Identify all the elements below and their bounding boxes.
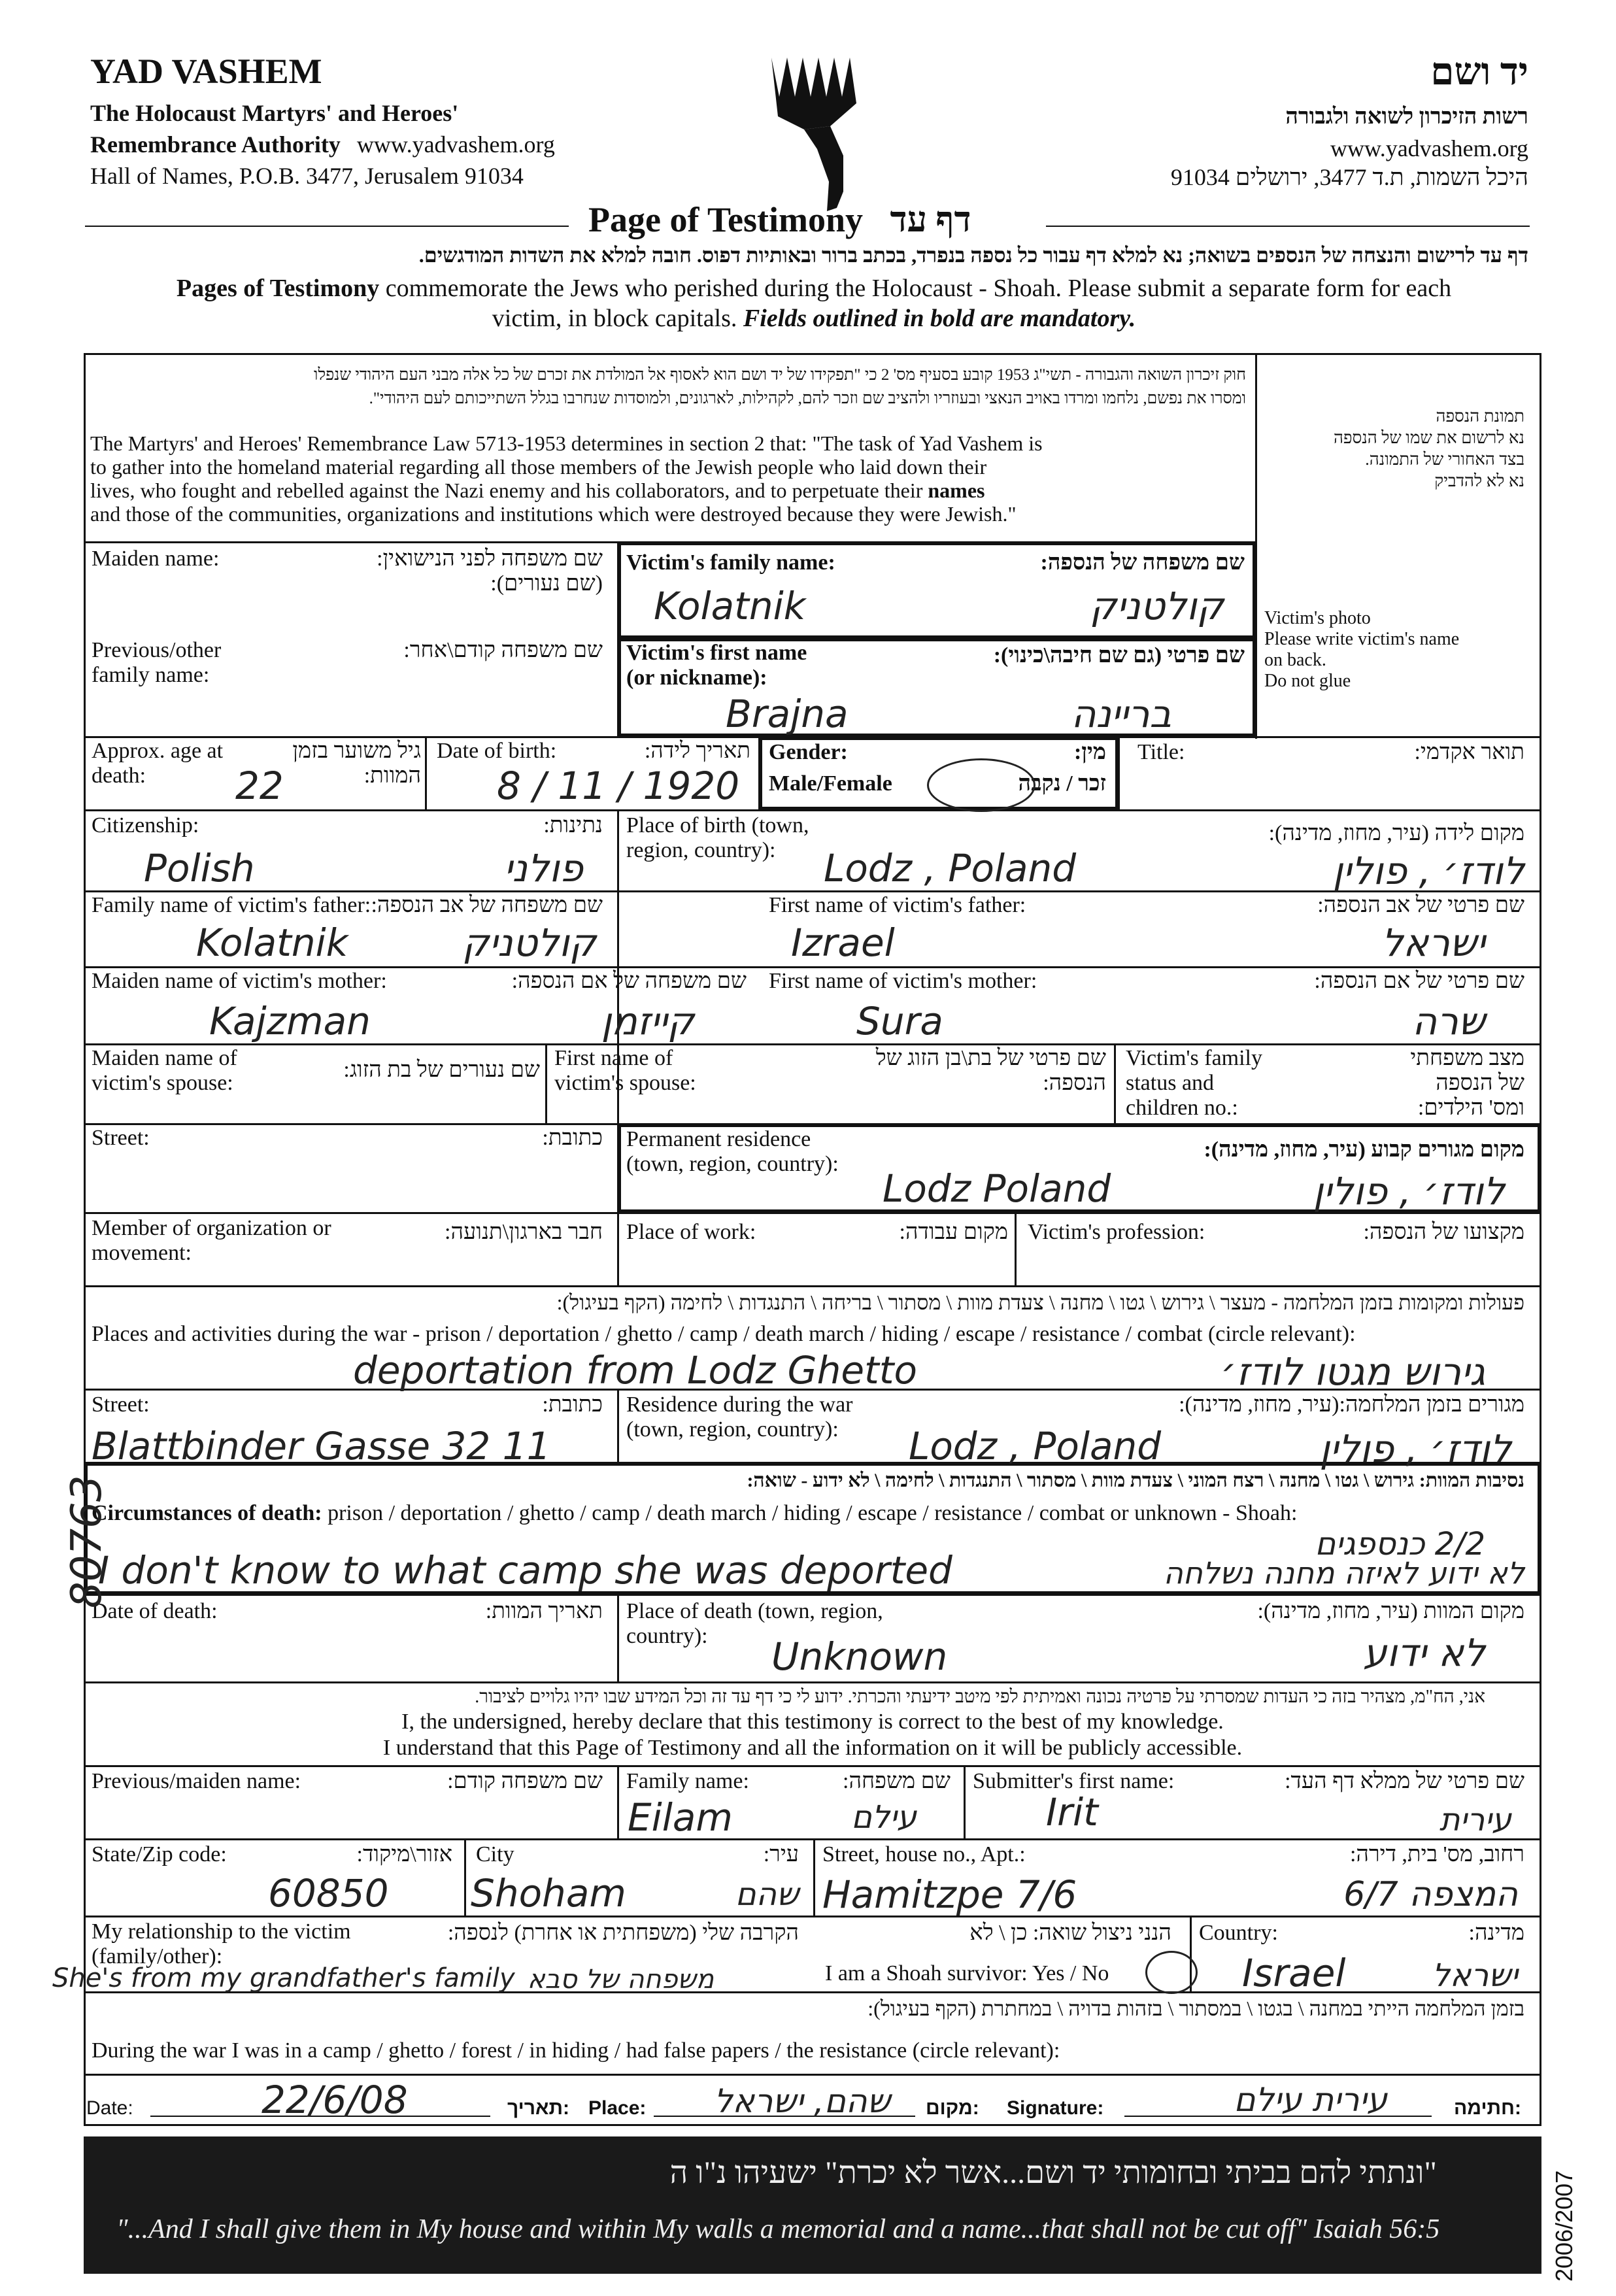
age-value[interactable]: 22 bbox=[235, 764, 284, 808]
relationship-value[interactable]: She's from my grandfather's family bbox=[52, 1963, 515, 1993]
submitter-street-label-he: רחוב, מס' בית, דירה: bbox=[1349, 1842, 1524, 1866]
permanent-residence-value[interactable]: Lodz Poland bbox=[883, 1166, 1111, 1211]
family-status-label-he: מצב משפחתי של הנספה ומס' הילדים: bbox=[1410, 1046, 1524, 1120]
row-rule bbox=[84, 1043, 1541, 1045]
city-label: City bbox=[476, 1842, 514, 1866]
permanent-residence-label-he: מקום מגורים קבוע (עיר, מחוז, מדינה): bbox=[1204, 1138, 1524, 1162]
org-subtitle-en-2: Remembrance Authority www.yadvashem.org bbox=[90, 131, 555, 158]
citizenship-value-he[interactable]: פולני bbox=[503, 846, 583, 890]
org-name-he: יד ושם bbox=[1430, 50, 1528, 93]
title-label: Title: bbox=[1137, 740, 1185, 764]
submitter-family-name-value-he[interactable]: עילם bbox=[851, 1799, 917, 1836]
city-value-he[interactable]: שהם bbox=[735, 1876, 799, 1913]
row-rule bbox=[84, 1681, 1541, 1683]
row-rule bbox=[84, 1285, 1541, 1287]
submitter-first-name-label: Submitter's first name: bbox=[973, 1769, 1175, 1793]
zip-label-he: אזור\מיקוד: bbox=[356, 1842, 452, 1866]
maiden-name-label-he: שם משפחה לפני הנישואין: (שם נעורים): bbox=[377, 547, 603, 596]
mother-maiden-label: Maiden name of victim's mother: bbox=[92, 969, 387, 993]
place-value[interactable]: שהם, ישראל bbox=[714, 2082, 890, 2120]
father-family-value[interactable]: Kolatnik bbox=[196, 920, 348, 965]
father-first-label-he: שם פרטי של אב הנספה: bbox=[1317, 893, 1524, 917]
during-war-label-he: בזמן המלחמה הייתי במחנה \ בגטו \ במסתור \ בזהות בדויה \ במחתרת (הקף בעיגול): bbox=[867, 1997, 1524, 2020]
row-rule bbox=[84, 1916, 1541, 1917]
survivor-label-he: הנני ניצול שואה: כן \ לא bbox=[969, 1921, 1171, 1945]
place-of-death-label: Place of death (town, region, country): bbox=[626, 1599, 883, 1648]
dob-label-he: תאריך לידה: bbox=[644, 739, 750, 763]
father-first-value-he[interactable]: ישראל bbox=[1381, 920, 1485, 965]
signature-label: Signature: bbox=[1007, 2097, 1104, 2119]
during-war-label: During the war I was in a camp / ghetto / forest / in hiding / had false papers / the resistance (circle relevant): bbox=[92, 2038, 1060, 2063]
citizenship-label: Citizenship: bbox=[92, 813, 199, 837]
country-value-he[interactable]: ישראל bbox=[1432, 1957, 1518, 1994]
submitter-previous-name-label-he: שם משפחה קודם: bbox=[447, 1769, 603, 1793]
member-org-label: Member of organization or movement: bbox=[92, 1216, 331, 1265]
war-residence-value-he[interactable]: לודז׳ , פולין bbox=[1319, 1427, 1511, 1471]
mother-maiden-value[interactable]: Kajzman bbox=[209, 999, 371, 1043]
footer-quote-en: "...And I shall give them in My house and within My walls a memorial and a name...that shall not be cut off" Isaiah 56:5 bbox=[116, 2214, 1440, 2244]
col-rule bbox=[1114, 1043, 1116, 1123]
previous-family-name-label: Previous/other family name: bbox=[92, 638, 222, 687]
date-label-he: תאריך: bbox=[507, 2097, 570, 2119]
war-street-label: Street: bbox=[92, 1393, 150, 1417]
city-label-he: עיר: bbox=[763, 1842, 799, 1866]
war-activities-label: Places and activities during the war - prison / deportation / ghetto / camp / death march / hiding / escape / resistance / combat (circle relevant): bbox=[92, 1322, 1356, 1346]
death-circumstances-label: Circumstances of death: prison / deportation / ghetto / camp / death march / hiding / escape / resistance / combat or unknown - Shoah: bbox=[92, 1501, 1298, 1525]
submitter-street-value-he[interactable]: המצפה 6/7 bbox=[1343, 1875, 1518, 1914]
previous-family-name-label-he: שם משפחה קודם\אחר: bbox=[403, 638, 603, 662]
intro-he: דף עד לרישום והנצחה של הנספים בשואה; נא למלא דף עבור כל נספה בנפרד, בכתב ברור ובאותיות דפוס. חובה למלא את השדות המודגשים. bbox=[418, 243, 1528, 267]
spouse-maiden-label-he: שם נעורים של בת הזוג: bbox=[343, 1058, 540, 1082]
war-residence-label-he: מגורים בזמן המלחמה:(עיר, מחוז, מדינה): bbox=[1179, 1393, 1524, 1417]
date-of-death-label-he: תאריך המוות: bbox=[485, 1599, 603, 1623]
victim-family-name-label-he: שם משפחה של הנספה: bbox=[1040, 550, 1245, 575]
war-activities-value[interactable]: deportation from Lodz Ghetto bbox=[353, 1348, 918, 1393]
dob-label: Date of birth: bbox=[437, 739, 557, 763]
submitter-first-name-value-he[interactable]: עירית bbox=[1439, 1802, 1511, 1838]
spouse-first-label: First name of victim's spouse: bbox=[554, 1046, 696, 1095]
law-he-1: חוק זיכרון השואה והגבורה - תשי"ג 1953 קובע בסעיף מס' 2 כי "תפקידו של יד ושם הוא לאסוף אל המולדת את זכרם של כל אלה מבני העם היהודי שנפלו bbox=[314, 366, 1246, 384]
father-first-value[interactable]: Izrael bbox=[791, 920, 895, 965]
dob-value[interactable]: 8 / 11 / 1920 bbox=[497, 764, 740, 808]
family-status-label: Victim's family status and children no.: bbox=[1126, 1046, 1262, 1120]
mother-first-label: First name of victim's mother: bbox=[769, 969, 1037, 993]
survivor-no-circle bbox=[1145, 1951, 1198, 1994]
member-org-label-he: חבר בארגון\תנועה: bbox=[445, 1220, 603, 1244]
col-rule bbox=[617, 1389, 619, 1463]
street-label: Street: bbox=[92, 1126, 150, 1150]
address-he: היכל השמות, ת.ד 3477, ירושלים 91034 bbox=[1170, 164, 1528, 190]
death-circumstances-value-he[interactable]: לא ידוע לאיזה מחנה נשלחה bbox=[1163, 1555, 1524, 1591]
father-family-value-he[interactable]: קולטניק bbox=[462, 920, 596, 965]
place-of-work-label: Place of work: bbox=[626, 1220, 756, 1244]
address-en: Hall of Names, P.O.B. 3477, Jerusalem 91034 bbox=[90, 163, 524, 189]
country-label: Country: bbox=[1199, 1921, 1278, 1945]
submitter-first-name-label-he: שם פרטי של ממלא דף העד: bbox=[1285, 1769, 1524, 1793]
header-rule-right bbox=[1046, 226, 1530, 227]
col-rule bbox=[545, 1043, 547, 1123]
side-archive-number: 80763 bbox=[63, 1475, 111, 1608]
org-subtitle-he: רשות הזיכרון לשואה ולגבורה bbox=[1285, 105, 1528, 129]
age-label: Approx. age at death: bbox=[92, 739, 224, 788]
zip-value[interactable]: 60850 bbox=[268, 1871, 389, 1916]
photo-instructions-en: Victim's photo Please write victim's name on back. Do not glue bbox=[1264, 608, 1460, 691]
permanent-residence-label: Permanent residence (town, region, country): bbox=[626, 1127, 839, 1176]
website-en: www.yadvashem.org bbox=[356, 131, 555, 158]
yad-vashem-logo bbox=[765, 51, 863, 214]
law-en: The Martyrs' and Heroes' Remembrance Law 5713-1953 determines in section 2 that: "The task of Yad Vashem is to gather into the homeland material regarding all those members of the Jewish people who laid down their lives, who fought and rebelled against the Nazi enemy and his collaborators, and to perpetuate their names and those of the communities, organizations and institutions which were destroyed because they were Jewish." bbox=[90, 431, 1043, 526]
victim-family-name-value[interactable]: Kolatnik bbox=[654, 584, 806, 628]
gender-options-he: זכר / נקבה bbox=[1018, 771, 1106, 796]
gender-label-he: מין: bbox=[1073, 740, 1106, 764]
pob-label: Place of birth (town, region, country): bbox=[626, 813, 809, 862]
pob-value-he[interactable]: לודז׳ , פולין bbox=[1332, 849, 1524, 893]
footer-quote-banner bbox=[84, 2136, 1541, 2274]
place-of-death-label-he: מקום המוות (עיר, מחוז, מדינה): bbox=[1257, 1599, 1524, 1623]
page-title: Page of Testimony דף עד bbox=[588, 200, 971, 239]
citizenship-value[interactable]: Polish bbox=[144, 846, 255, 890]
victim-family-name-value-he[interactable]: קולטניק bbox=[1090, 584, 1224, 628]
org-subtitle-en-1: The Holocaust Martyrs' and Heroes' bbox=[90, 100, 459, 126]
gender-label: Gender: bbox=[769, 740, 848, 764]
citizenship-label-he: נתינות: bbox=[543, 813, 603, 837]
submitter-street-label: Street, house no., Apt.: bbox=[822, 1842, 1026, 1866]
profession-label-he: מקצועו של הנספה: bbox=[1363, 1220, 1524, 1244]
war-residence-label: Residence during the war (town, region, country): bbox=[626, 1393, 853, 1442]
row-rule bbox=[84, 966, 1541, 968]
org-name-en: YAD VASHEM bbox=[90, 52, 322, 91]
war-street-value[interactable]: Blattbinder Gasse 32 11 bbox=[92, 1424, 551, 1468]
submitter-previous-name-label: Previous/maiden name: bbox=[92, 1769, 301, 1793]
date-value[interactable]: 22/6/08 bbox=[261, 2078, 408, 2122]
row-rule bbox=[84, 1765, 1541, 1767]
father-family-label-he: שם משפחה של אב הנספה: bbox=[371, 893, 603, 917]
website-he: www.yadvashem.org bbox=[1330, 135, 1528, 161]
pob-value[interactable]: Lodz , Poland bbox=[824, 846, 1077, 890]
col-rule bbox=[464, 1838, 466, 1916]
country-value[interactable]: Israel bbox=[1242, 1951, 1346, 1995]
col-rule bbox=[617, 1594, 619, 1681]
father-family-label: Family name of victim's father: bbox=[92, 893, 371, 917]
photo-instructions-he: תמונת הנספה נא לרשום את שמו של הנספה בצד האחורי של התמונה. נא לא להדביק bbox=[1333, 407, 1524, 490]
street-label-he: כתובת: bbox=[542, 1126, 603, 1150]
city-value[interactable]: Shoham bbox=[471, 1871, 626, 1916]
col-rule bbox=[425, 736, 427, 809]
death-date-note[interactable]: 2/2 כנספגים bbox=[1315, 1526, 1485, 1562]
war-street-label-he: כתובת: bbox=[542, 1393, 603, 1417]
death-circumstances-label-he: נסיבות המוות: גירוש \ גטו \ מחנה \ רצח המוני \ צעדת מוות \ מסתור \ התנגדות \ לחימה \ לא ידוע - שואה: bbox=[747, 1470, 1524, 1491]
submitter-family-name-label: Family name: bbox=[626, 1769, 749, 1793]
signature-label-he: חתימה: bbox=[1454, 2097, 1522, 2119]
victim-first-name-value[interactable]: Brajna bbox=[726, 692, 849, 736]
mother-first-value-he[interactable]: שרה bbox=[1412, 999, 1485, 1043]
mother-first-label-he: שם פרטי של אם הנספה: bbox=[1314, 969, 1524, 993]
war-activities-value-he[interactable]: גירוש מגטו לודז׳ bbox=[1220, 1349, 1485, 1394]
country-label-he: מדינה: bbox=[1468, 1921, 1524, 1945]
age-label-he: גיל משוער בזמן המוות: bbox=[292, 739, 421, 788]
col-rule bbox=[1015, 1212, 1017, 1285]
victim-first-name-label: Victim's first name (or nickname): bbox=[626, 641, 807, 690]
header-rule-left bbox=[85, 226, 569, 227]
victim-first-name-value-he[interactable]: בריינה bbox=[1071, 692, 1171, 736]
gender-options: Male/Female bbox=[769, 771, 892, 796]
relationship-value-he[interactable]: משפחה של סבא bbox=[527, 1965, 714, 1995]
row-rule bbox=[84, 2074, 1541, 2076]
spouse-maiden-label: Maiden name of victim's spouse: bbox=[92, 1046, 237, 1095]
mother-first-value[interactable]: Sura bbox=[856, 999, 943, 1043]
death-circumstances-value[interactable]: I don't know to what camp she was deported bbox=[98, 1548, 952, 1593]
declaration-en: I, the undersigned, hereby declare that this testimony is correct to the best of my knowledge. I understand that this Page of Testimony and all the information on it will be publicly accessible. bbox=[382, 1710, 1243, 1760]
row-rule bbox=[84, 1838, 1541, 1840]
war-residence-value[interactable]: Lodz , Poland bbox=[909, 1424, 1162, 1468]
date-of-death-label: Date of death: bbox=[92, 1599, 218, 1623]
footer-quote-he: "ונתתי להם בביתי ובחומותי יד ושם...אשר לא יכרת" ישעיהו נ"ו ה bbox=[669, 2155, 1437, 2190]
col-rule bbox=[813, 1838, 815, 1916]
edition-year: 2006/2007 bbox=[1551, 2170, 1577, 2282]
relationship-label: My relationship to the victim (family/other): bbox=[92, 1919, 351, 1968]
place-label: Place: bbox=[588, 2097, 647, 2119]
law-he-2: ומסרו את נפשם, נלחמו ומרדו באויב הנאצי ובעוזריו ולהציב שם וזכר להם, לקהילות, לארגונים, ולמוסדות שנחרבו בגלל השתייכותם לעם היהודי". bbox=[369, 390, 1246, 407]
maiden-name-label: Maiden name: bbox=[92, 547, 220, 571]
submitter-family-name-value[interactable]: Eilam bbox=[628, 1795, 733, 1840]
signature-value[interactable]: עירית עילם bbox=[1234, 2081, 1387, 2119]
declaration-he: אני, הח"מ, מצהיר בזה כי העדות שמסרתי על פרטיה נכונה ואמיתית לפי מיטב ידיעתי והכרתי. ידוע לי כי דף עד זה וכל המידע שבו יהיו גלויים לציבור. bbox=[475, 1687, 1485, 1707]
female-selection-circle bbox=[927, 758, 1035, 812]
intro-en: Pages of Testimony commemorate the Jews who perished during the Holocaust - Shoah. Please submit a separate form for each victim, in block capitals. Fields outlined in bold are mandatory. bbox=[176, 275, 1452, 332]
place-of-death-value[interactable]: Unknown bbox=[771, 1634, 948, 1679]
relationship-label-he: הקרבה שלי (משפחתית או אחרת) לנספה: bbox=[447, 1921, 799, 1945]
row-rule bbox=[84, 890, 1541, 892]
permanent-residence-value-he[interactable]: לודז׳ , פולין bbox=[1313, 1169, 1505, 1213]
submitter-street-value[interactable]: Hamitzpe 7/6 bbox=[822, 1872, 1077, 1917]
submitter-family-name-label-he: שם משפחה: bbox=[843, 1769, 951, 1793]
date-label: Date: bbox=[86, 2097, 133, 2119]
zip-label: State/Zip code: bbox=[92, 1842, 227, 1866]
victim-first-name-label-he: שם פרטי (גם שם חיבה\כינוי): bbox=[993, 643, 1245, 667]
col-rule bbox=[617, 1765, 619, 1838]
submitter-first-name-value[interactable]: Irit bbox=[1046, 1790, 1098, 1834]
war-activities-label-he: פעולות ומקומות בזמן המלחמה - מעצר \ גירוש \ גטו \ מחנה \ צעדת מוות \ מסתור \ בריחה \ התנגדות \ לחימה (הקף בעיגול): bbox=[556, 1291, 1524, 1314]
profession-label: Victim's profession: bbox=[1028, 1220, 1205, 1244]
col-rule bbox=[964, 1765, 966, 1838]
place-label-he: מקום: bbox=[926, 2097, 979, 2119]
survivor-label: I am a Shoah survivor: Yes / No bbox=[825, 1961, 1109, 1985]
victim-family-name-label: Victim's family name: bbox=[626, 550, 835, 575]
place-of-work-label-he: מקום עבודה: bbox=[899, 1220, 1008, 1244]
mother-maiden-value-he[interactable]: קייזמן bbox=[601, 999, 694, 1043]
title-label-he: תואר אקדמי: bbox=[1414, 740, 1524, 764]
spouse-first-label-he: שם פרטי של בת\בן הזוג של הנספה: bbox=[875, 1046, 1106, 1095]
place-of-death-value-he[interactable]: לא ידוע bbox=[1363, 1630, 1485, 1675]
mother-maiden-label-he: שם משפחה של אם הנספה: bbox=[511, 969, 747, 993]
pob-label-he: מקום לידה (עיר, מחוז, מדינה): bbox=[1268, 821, 1524, 845]
father-first-label: First name of victim's father: bbox=[769, 893, 1026, 917]
